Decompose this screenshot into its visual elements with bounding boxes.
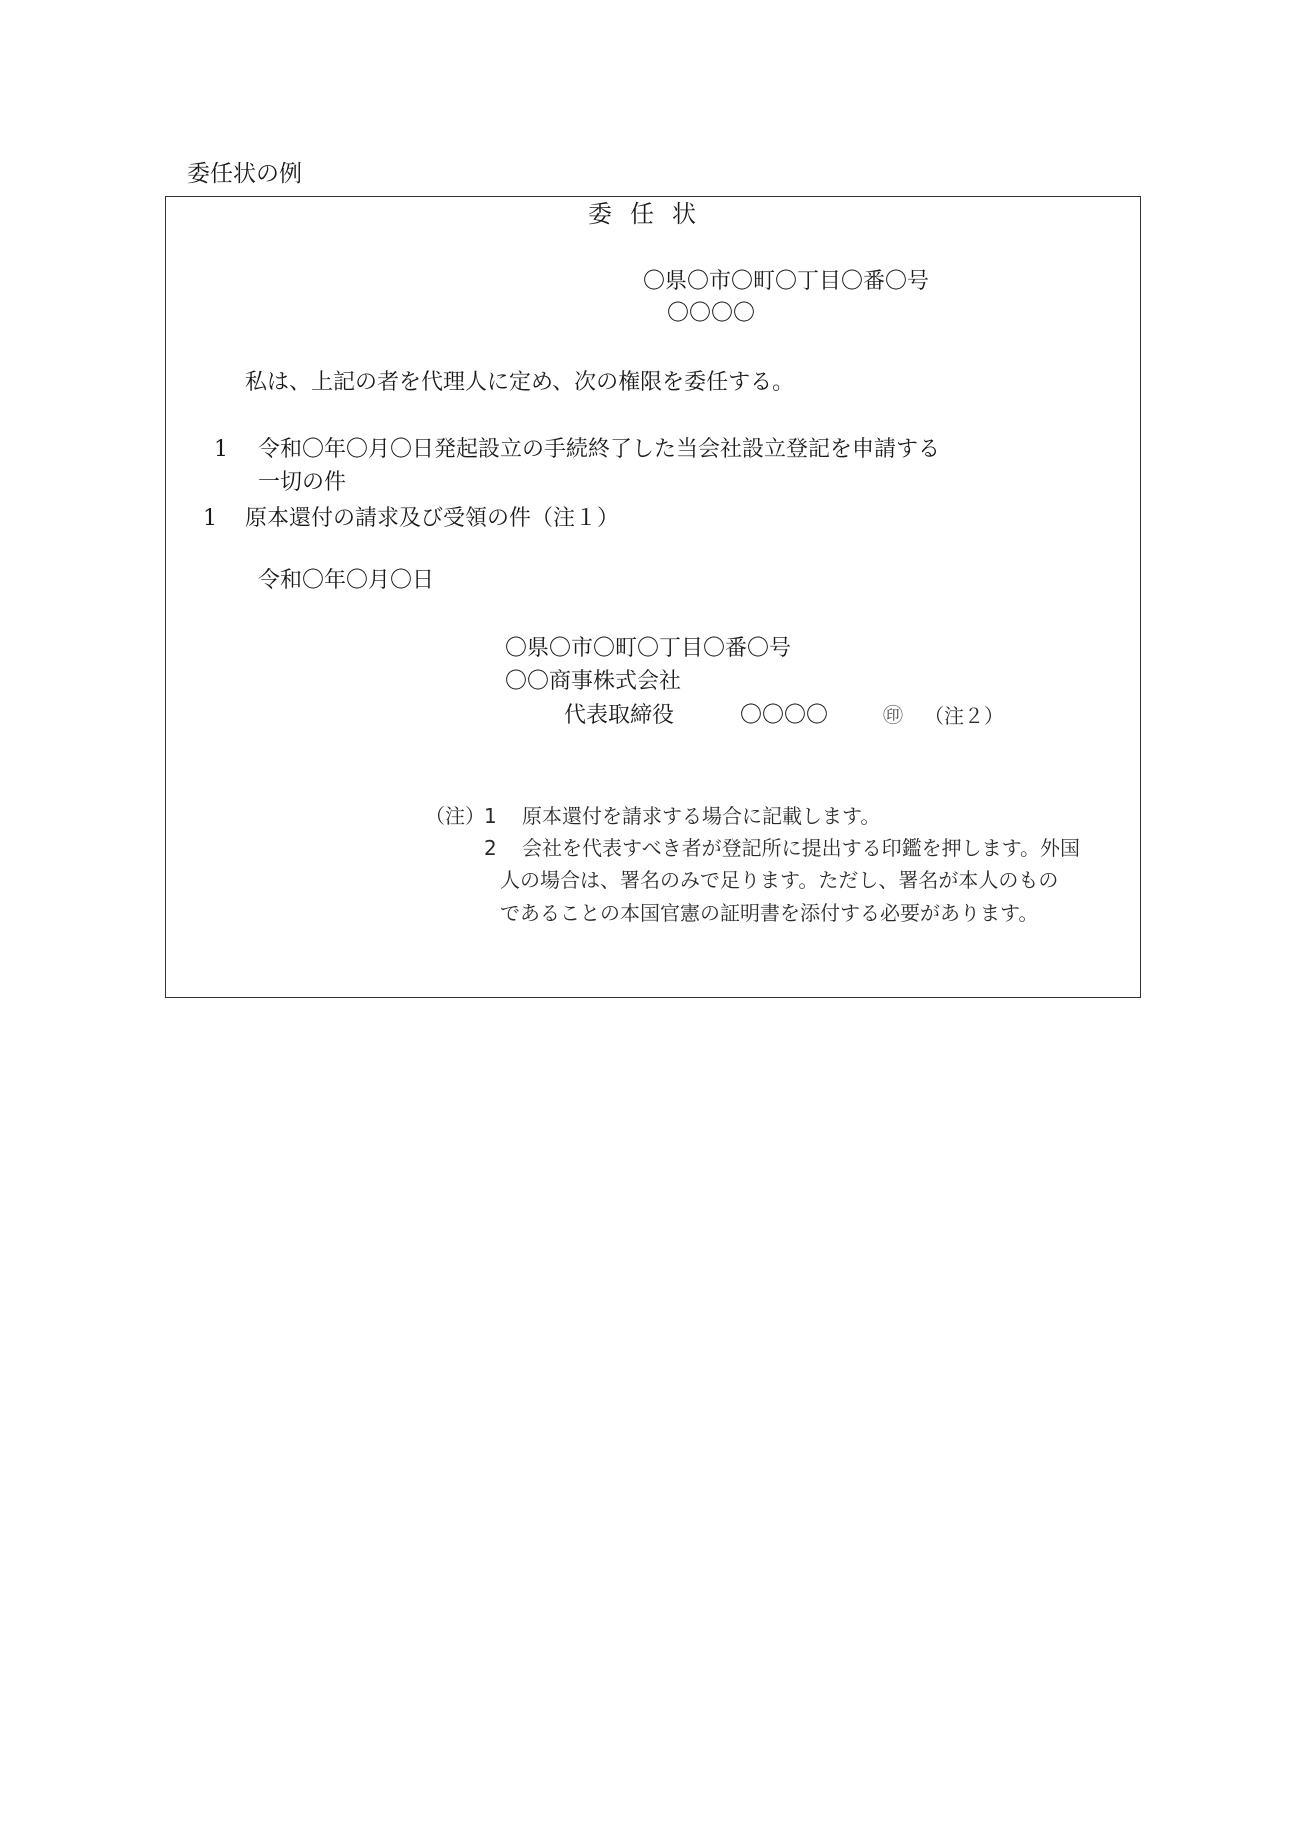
item-1-text-continued: 一切の件 [258, 470, 347, 495]
document-date: 令和〇年〇月〇日 [258, 568, 435, 593]
seal-mark-icon: ㊞ [883, 703, 903, 727]
note-2-line-1: 会社を代表すべき者が登記所に提出する印鑑を押します。外国 [522, 836, 1080, 860]
page-heading: 委任状の例 [187, 161, 302, 187]
delegation-statement: 私は、上記の者を代理人に定め、次の権限を委任する。 [245, 370, 795, 395]
item-1-text: 令和〇年〇月〇日発起設立の手続終了した当会社設立登記を申請する [258, 437, 941, 462]
item-1-number: 1 [214, 437, 228, 462]
principal-address: 〇県〇市〇町〇丁目〇番〇号 [505, 636, 792, 661]
seal-note: （注２） [924, 704, 1004, 728]
note-1-text: 原本還付を請求する場合に記載します。 [522, 804, 881, 828]
note-2-number: 2 [484, 836, 497, 860]
agent-address: 〇県〇市〇町〇丁目〇番〇号 [643, 269, 930, 294]
item-2-number: 1 [203, 506, 217, 531]
document-title: 委任状 [588, 200, 714, 228]
representative-title: 代表取締役 [564, 703, 675, 728]
item-2-text: 原本還付の請求及び受領の件（注１） [245, 506, 620, 531]
note-2-line-3: であることの本国官憲の証明書を添付する必要があります。 [500, 901, 1039, 925]
agent-name: 〇〇〇〇 [667, 301, 756, 326]
notes-label: （注） [425, 804, 485, 828]
representative-name: 〇〇〇〇 [740, 703, 829, 728]
note-2-line-2: 人の場合は、署名のみで足ります。ただし、署名が本人のもの [500, 868, 1059, 892]
company-name: 〇〇商事株式会社 [505, 669, 682, 694]
note-1-number: 1 [484, 804, 497, 828]
